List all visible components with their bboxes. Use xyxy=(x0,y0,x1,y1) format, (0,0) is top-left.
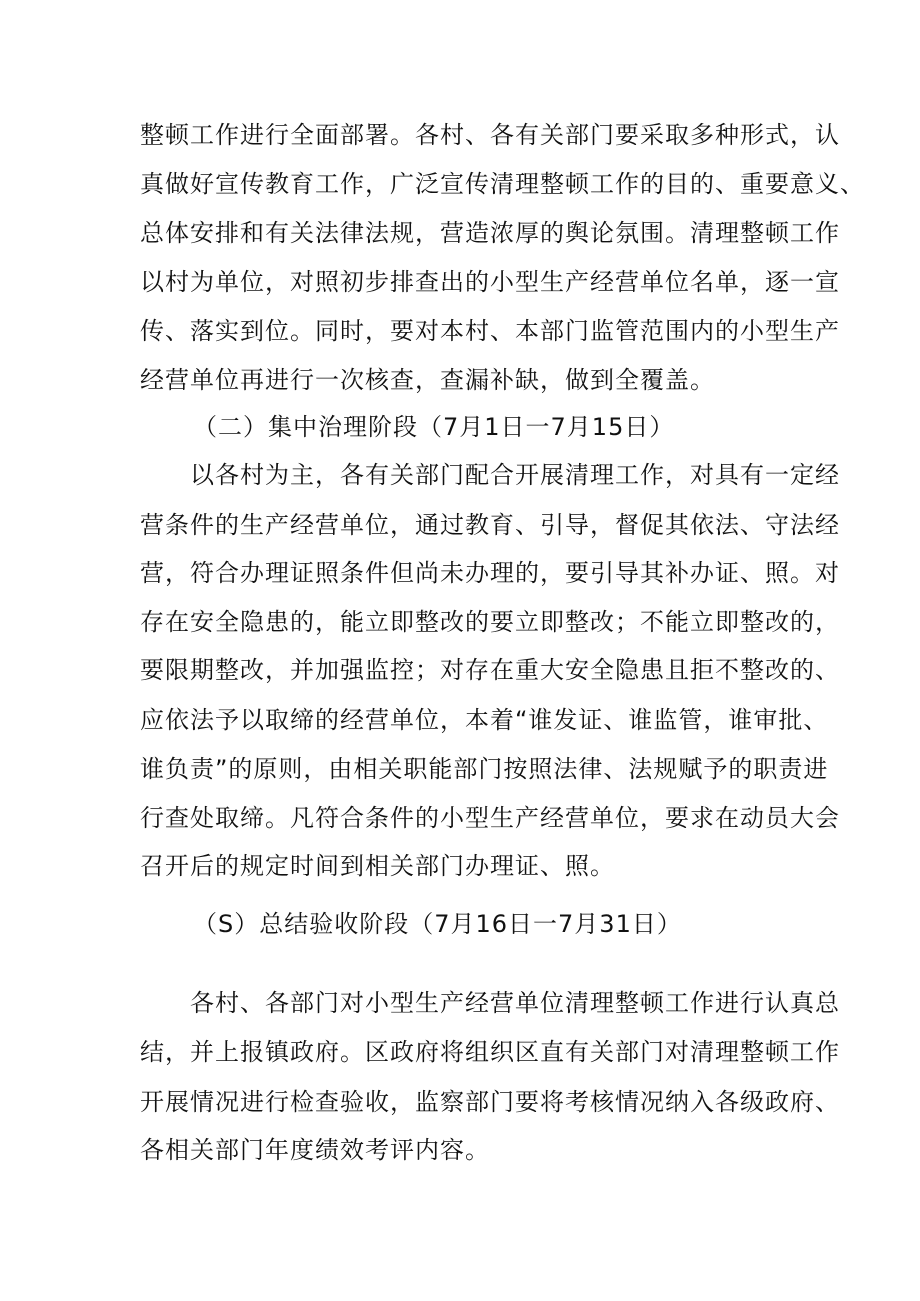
text-line-2: 真做好宣传教育工作，广泛宣传清理整顿工作的目的、重要意义、 xyxy=(140,170,865,198)
text-line-19: 结，并上报镇政府。区政府将组织区直有关部门对清理整顿工作 xyxy=(140,1038,840,1066)
text-line-16: 召开后的规定时间到相关部门办理证、照。 xyxy=(140,852,615,880)
text-line-3: 总体安排和有关法律法规，营造浓厚的舆论氛围。清理整顿工作 xyxy=(140,219,840,247)
text-line-14: 谁负责”的原则，由相关职能部门按照法律、法规赋予的职责进 xyxy=(140,755,829,783)
text-line-12: 要限期整改，并加强监控；对存在重大安全隐患且拒不整改的、 xyxy=(140,656,840,684)
text-line-18: 各村、各部门对小型生产经营单位清理整顿工作进行认真总 xyxy=(190,989,840,1017)
text-line-20: 开展情况进行检查验收，监察部门要将考核情况纳入各级政府、 xyxy=(140,1088,840,1116)
section-heading-2: （二）集中治理阶段（7月1日一7月15日） xyxy=(193,413,675,441)
text-line-13: 应依法予以取缔的经营单位，本着“谁发证、谁监管，谁审批、 xyxy=(140,706,829,734)
text-line-1: 整顿工作进行全面部署。各村、各有关部门要采取多种形式，认 xyxy=(140,121,840,149)
text-line-11: 存在安全隐患的，能立即整改的要立即整改；不能立即整改的， xyxy=(140,608,840,636)
text-line-5: 传、落实到位。同时，要对本村、本部门监管范围内的小型生产 xyxy=(140,317,840,345)
text-line-4: 以村为单位，对照初步排查出的小型生产经营单位名单，逐一宣 xyxy=(140,268,840,296)
text-line-10: 营，符合办理证照条件但尚未办理的，要引导其补办证、照。对 xyxy=(140,559,840,587)
text-line-15: 行查处取缔。凡符合条件的小型生产经营单位，要求在动员大会 xyxy=(140,804,840,832)
section-heading-3: （S）总结验收阶段（7月16日一7月31日） xyxy=(193,910,682,938)
text-line-9: 营条件的生产经营单位，通过教育、引导，督促其依法、守法经 xyxy=(140,511,840,539)
text-line-6: 经营单位再进行一次核查，查漏补缺，做到全覆盖。 xyxy=(140,366,715,394)
text-line-21: 各相关部门年度绩效考评内容。 xyxy=(140,1136,490,1164)
text-line-8: 以各村为主，各有关部门配合开展清理工作，对具有一定经 xyxy=(190,461,840,489)
